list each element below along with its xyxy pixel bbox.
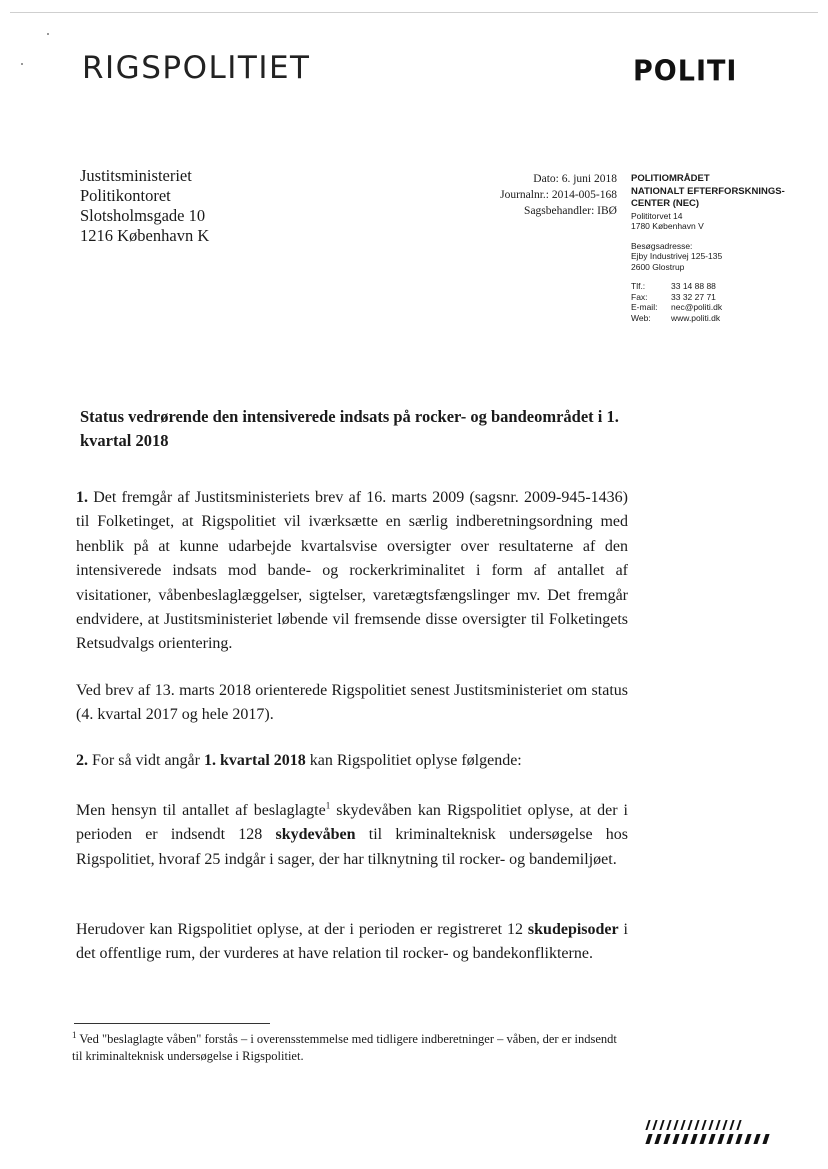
paragraph-5	[76, 918, 628, 967]
stripe-bar	[652, 1120, 657, 1130]
stripe-bar	[690, 1134, 697, 1144]
contact-value: 33 14 88 88	[671, 281, 716, 291]
footnote-text: Ved "beslaglagte våben" forstås – i overensstemmelse med tidligere indberetninger – våben, der er indsendt til kriminalteknisk undersøgelse i Rigspolitiet.	[72, 1032, 617, 1063]
contact-value: 33 32 27 71	[671, 291, 716, 302]
stripe-bar	[681, 1134, 688, 1144]
paragraph-text: skydevåben kan Rigspolitiet oplyse, at der i perioden er indsendt 128	[76, 802, 629, 844]
office-city: 1780 København V	[631, 221, 704, 231]
stripe-bar	[699, 1134, 706, 1144]
stripe-bar	[666, 1120, 671, 1130]
paragraph-1	[76, 486, 628, 657]
contact-fax	[631, 292, 816, 303]
stripe-bar	[673, 1120, 678, 1130]
stripe-bar	[736, 1120, 741, 1130]
office-center-line2: CENTER (NEC)	[631, 198, 700, 209]
paragraph-number: 1.	[76, 489, 88, 506]
stripe-bar	[645, 1134, 652, 1144]
paragraph-text: i det offentlige rum, der vurderes at have relation til rocker- og bandekonflikterne.	[76, 921, 629, 963]
paragraph-bold: 1. kvartal 2018	[203, 752, 306, 769]
stripe-bar	[701, 1120, 706, 1130]
paragraph-text: Ved brev af 13. marts 2018 orienterede Rigspolitiet senest Justitsministeriet om status (4. kvartal 2017 og hele 2017).	[76, 682, 628, 724]
stripe-bar	[744, 1134, 751, 1144]
stripe-bar	[663, 1134, 670, 1144]
recipient-line: Politikontoret	[80, 186, 171, 205]
paragraph-number: 2.	[76, 752, 88, 769]
scan-speck	[47, 33, 49, 35]
stripe-bar	[762, 1134, 769, 1144]
footnote-divider	[74, 1023, 270, 1024]
visit-street: Ejby Industrivej 125-135	[631, 251, 723, 261]
scan-top-line	[10, 12, 818, 13]
contact-web	[631, 313, 816, 324]
contact-label: Fax:	[631, 291, 648, 302]
paragraph-text: Men hensyn til antallet af beslaglagte	[76, 802, 326, 819]
recipient-line: 1216 København K	[80, 226, 210, 245]
stripe-row-thick	[647, 1131, 773, 1141]
paragraph-3	[76, 749, 628, 773]
politi-stripe-mark	[647, 1117, 773, 1145]
paragraph-text: Det fremgår af Justitsministeriets brev af 16. marts 2009 (sagsnr. 2009-945-1436) til Folketinget, at Rigspolitiet vil iværksætte en særlig indberetningsordning med henblik på at kunne udarbejde kvartalsvise oversigter over resultaterne af den intensiverede indsats mod bande- og rockerkriminalitet i form af antallet af visitationer, våbenbeslaglæggelser, sigtelser, varetægtsfængslinger mv. Det fremgår endvidere, at Justitsministeriet løbende vil fremsende disse oversigter til Folketingets Retsudvalgs orientering.	[76, 489, 628, 653]
stripe-bar	[753, 1134, 760, 1144]
office-center-line1: NATIONALT EFTERFORSKNINGS-	[631, 185, 785, 197]
journal-number: Journalnr.: 2014-005-168	[500, 189, 617, 201]
stripe-bar	[680, 1120, 685, 1130]
letter-date: Dato: 6. juni 2018	[533, 173, 617, 185]
letterhead-brand: RIGSPOLITIET	[82, 50, 311, 86]
letter-subject: Status vedrørende den intensiverede indsats på rocker- og bandeområdet i 1. kvartal 2018	[80, 407, 619, 450]
footnote	[72, 1031, 620, 1065]
recipient-address	[80, 166, 209, 246]
stripe-bar	[694, 1120, 699, 1130]
stripe-bar	[708, 1120, 713, 1130]
stripe-bar	[654, 1134, 661, 1144]
stripe-bar	[729, 1120, 734, 1130]
contact-phone	[631, 281, 816, 292]
office-street: Polititorvet 14	[631, 210, 683, 221]
stripe-bar	[708, 1134, 715, 1144]
stripe-bar	[735, 1134, 742, 1144]
stripe-bar	[717, 1134, 724, 1144]
paragraph-bold: skudepisoder	[527, 921, 619, 938]
paragraph-text: Herudover kan Rigspolitiet oplyse, at der i perioden er registreret 12	[76, 921, 528, 938]
paragraph-2	[76, 679, 628, 728]
contact-value: nec@politi.dk	[671, 302, 723, 312]
politi-logo: POLITI	[633, 55, 738, 88]
stripe-bar	[672, 1134, 679, 1144]
contact-value: www.politi.dk	[671, 312, 721, 323]
contact-label: E-mail:	[631, 302, 658, 312]
sender-office-block	[631, 173, 816, 323]
stripe-bar	[645, 1120, 650, 1130]
stripe-bar	[715, 1120, 720, 1130]
footnote-ref: 1	[325, 800, 331, 811]
letter-meta	[440, 171, 617, 219]
paragraph-text: til kriminalteknisk undersøgelse hos Rigspolitiet, hvoraf 25 indgår i sager, der har tilknytning til rocker- og bandemiljøet.	[76, 826, 628, 868]
paragraph-text: For så vidt angår	[88, 752, 204, 769]
stripe-bar	[726, 1134, 733, 1144]
recipient-line: Justitsministeriet	[80, 166, 192, 185]
case-handler: Sagsbehandler: IBØ	[524, 205, 617, 217]
paragraph-bold: skydevåben	[275, 826, 356, 844]
scan-speck	[21, 63, 23, 65]
visit-label: Besøgsadresse:	[631, 240, 693, 251]
office-area: POLITIOMRÅDET	[631, 173, 710, 184]
contact-label: Tlf.:	[631, 281, 646, 291]
stripe-bar	[722, 1120, 727, 1130]
recipient-line: Slotsholmsgade 10	[80, 206, 206, 225]
stripe-bar	[659, 1120, 664, 1130]
visit-city: 2600 Glostrup	[631, 261, 685, 272]
footnote-number: 1	[72, 1029, 77, 1040]
paragraph-4	[76, 799, 628, 872]
contact-label: Web:	[631, 312, 651, 323]
stripe-bar	[687, 1120, 692, 1130]
contact-email	[631, 302, 816, 313]
stripe-row-thin	[647, 1117, 773, 1127]
paragraph-text: kan Rigspolitiet oplyse følgende:	[305, 752, 522, 769]
